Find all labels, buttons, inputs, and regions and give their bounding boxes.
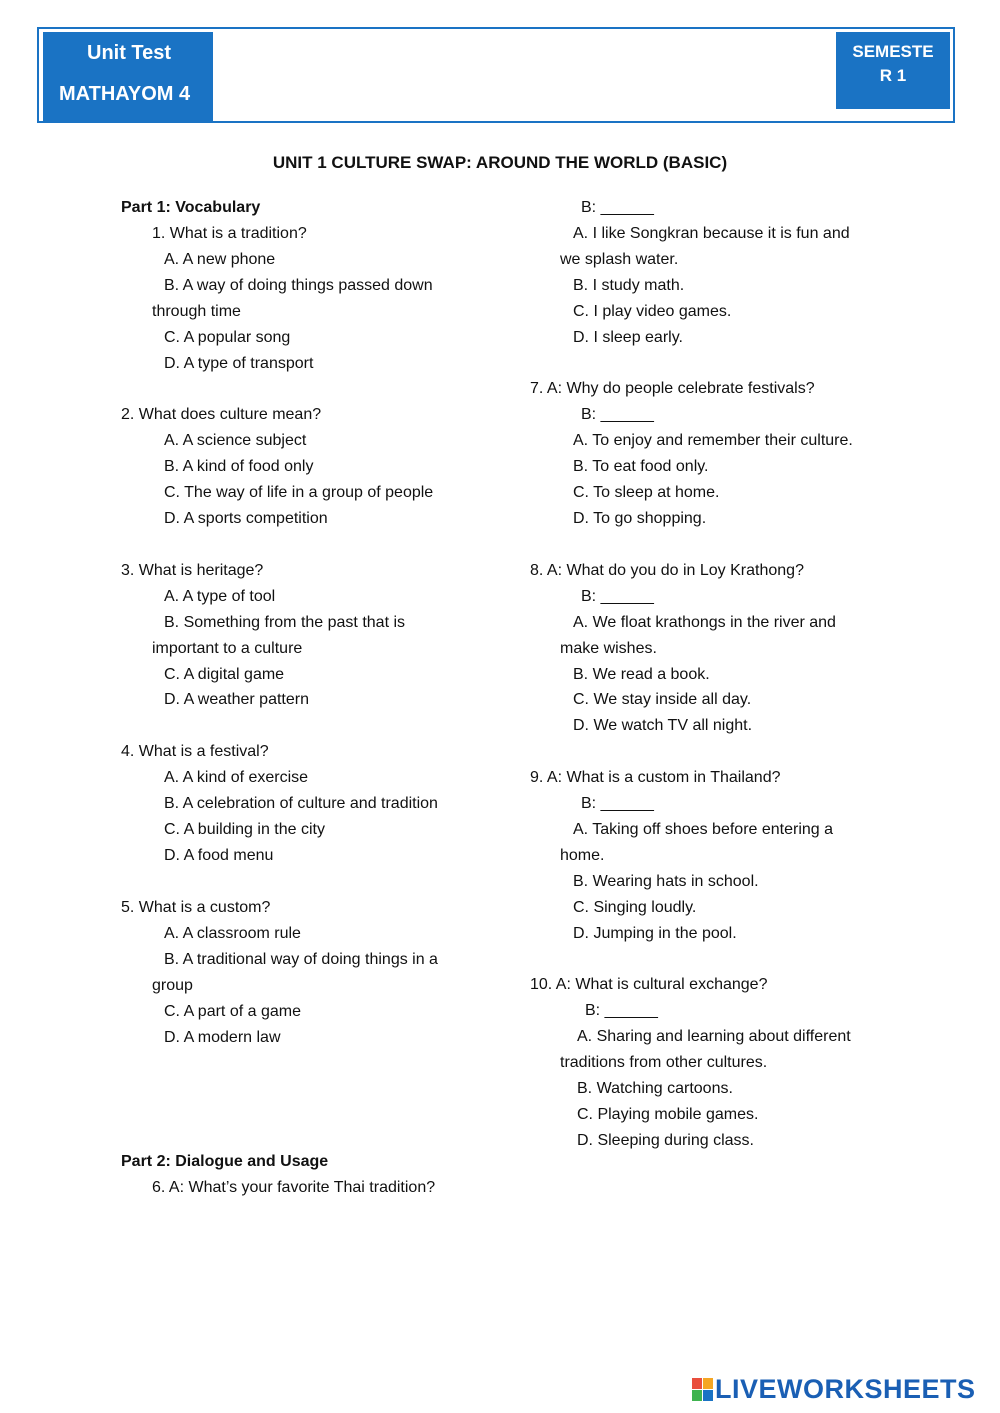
- q2-option-d[interactable]: D. A sports competition: [164, 510, 328, 527]
- q3-option-b[interactable]: B. Something from the past that is: [164, 614, 406, 631]
- page-title: UNIT 1 CULTURE SWAP: AROUND THE WORLD (BASIC): [272, 153, 728, 172]
- q5-option-b[interactable]: B. A traditional way of doing things in a: [164, 951, 438, 968]
- liveworksheets-logo-text: LIVEWORKSHEETS: [715, 1373, 976, 1404]
- q8-option-c[interactable]: C. We stay inside all day.: [573, 691, 752, 708]
- q2-option-c[interactable]: C. The way of life in a group of people: [164, 484, 434, 501]
- q9-option-b[interactable]: B. Wearing hats in school.: [573, 873, 759, 890]
- q7-option-a[interactable]: A. To enjoy and remember their culture.: [573, 432, 853, 449]
- q9-option-c[interactable]: C. Singing loudly.: [573, 899, 697, 916]
- q1-option-d[interactable]: D. A type of transport: [164, 355, 314, 372]
- q4-option-d[interactable]: D. A food menu: [164, 847, 274, 864]
- liveworksheets-logo-icon: [692, 1378, 713, 1401]
- q2-question: 2. What does culture mean?: [121, 406, 322, 423]
- q7-option-c[interactable]: C. To sleep at home.: [573, 484, 720, 501]
- header-semester-badge: [836, 32, 950, 109]
- header-grade-label: MATHAYOM 4: [59, 83, 191, 105]
- q1-option-b[interactable]: B. A way of doing things passed down: [164, 277, 433, 294]
- q9-option-a-cont[interactable]: home.: [560, 847, 605, 864]
- q8-option-a[interactable]: A. We float krathongs in the river and: [573, 614, 836, 631]
- q3-option-d[interactable]: D. A weather pattern: [164, 691, 309, 708]
- header-unit-test-label: Unit Test: [87, 42, 172, 64]
- q5-option-c[interactable]: C. A part of a game: [164, 1003, 301, 1020]
- q3-option-c[interactable]: C. A digital game: [164, 666, 285, 683]
- q6-answer-blank[interactable]: B: ______: [581, 199, 654, 216]
- q9-option-a[interactable]: A. Taking off shoes before entering a: [573, 821, 834, 838]
- q6-option-b[interactable]: B. I study math.: [573, 277, 685, 294]
- q3-question: 3. What is heritage?: [121, 562, 264, 579]
- q8-answer-blank[interactable]: B: ______: [581, 588, 654, 605]
- logo-square-4: [703, 1390, 713, 1401]
- q10-option-a[interactable]: A. Sharing and learning about different: [577, 1028, 851, 1045]
- q10-option-b[interactable]: B. Watching cartoons.: [577, 1080, 733, 1097]
- q9-answer-blank[interactable]: B: ______: [581, 795, 654, 812]
- q10-option-c[interactable]: C. Playing mobile games.: [577, 1106, 759, 1123]
- q7-option-d[interactable]: D. To go shopping.: [573, 510, 707, 527]
- q1-option-a[interactable]: A. A new phone: [164, 251, 276, 268]
- q5-question: 5. What is a custom?: [121, 899, 271, 916]
- q9-option-d[interactable]: D. Jumping in the pool.: [573, 925, 737, 942]
- header-unit-test-badge: [43, 32, 213, 121]
- q5-option-d[interactable]: D. A modern law: [164, 1029, 281, 1046]
- q6-option-a[interactable]: A. I like Songkran because it is fun and: [573, 225, 850, 242]
- q6-option-d[interactable]: D. I sleep early.: [573, 329, 683, 346]
- q7-option-b[interactable]: B. To eat food only.: [573, 458, 709, 475]
- q2-option-a[interactable]: A. A science subject: [164, 432, 307, 449]
- logo-square-1: [692, 1378, 702, 1389]
- q5-option-b-cont[interactable]: group: [152, 977, 193, 994]
- q1-option-b-cont[interactable]: through time: [152, 303, 241, 320]
- q5-option-a[interactable]: A. A classroom rule: [164, 925, 301, 942]
- q4-option-c[interactable]: C. A building in the city: [164, 821, 325, 838]
- q2-option-b[interactable]: B. A kind of food only: [164, 458, 314, 475]
- q1-option-c[interactable]: C. A popular song: [164, 329, 291, 346]
- q1-question: 1. What is a tradition?: [152, 225, 307, 242]
- q4-question: 4. What is a festival?: [121, 743, 269, 760]
- q8-option-d[interactable]: D. We watch TV all night.: [573, 717, 753, 734]
- logo-square-2: [703, 1378, 713, 1389]
- q4-option-a[interactable]: A. A kind of exercise: [164, 769, 309, 786]
- q10-option-a-cont[interactable]: traditions from other cultures.: [560, 1054, 768, 1071]
- q7-answer-blank[interactable]: B: ______: [581, 406, 654, 423]
- q8-question: 8. A: What do you do in Loy Krathong?: [530, 562, 804, 579]
- part1-heading: Part 1: Vocabulary: [121, 199, 261, 216]
- q7-question: 7. A: Why do people celebrate festivals?: [530, 380, 815, 397]
- q9-question: 9. A: What is a custom in Thailand?: [530, 769, 781, 786]
- q4-option-b[interactable]: B. A celebration of culture and tradition: [164, 795, 438, 812]
- q6-option-a-cont[interactable]: we splash water.: [560, 251, 679, 268]
- q8-option-b[interactable]: B. We read a book.: [573, 666, 710, 683]
- q6-question: 6. A: What’s your favorite Thai tradition?: [152, 1179, 436, 1196]
- q3-option-a[interactable]: A. A type of tool: [164, 588, 276, 605]
- part2-heading: Part 2: Dialogue and Usage: [121, 1153, 329, 1170]
- q10-question: 10. A: What is cultural exchange?: [530, 976, 768, 993]
- header-semester-label: SEMESTE R 1: [852, 42, 934, 85]
- logo-square-3: [692, 1390, 702, 1401]
- q3-option-b-cont[interactable]: important to a culture: [152, 640, 303, 657]
- q10-answer-blank[interactable]: B: ______: [585, 1002, 658, 1019]
- liveworksheets-logo[interactable]: [692, 1374, 976, 1404]
- q8-option-a-cont[interactable]: make wishes.: [560, 640, 657, 657]
- q6-option-c[interactable]: C. I play video games.: [573, 303, 732, 320]
- q10-option-d[interactable]: D. Sleeping during class.: [577, 1132, 754, 1149]
